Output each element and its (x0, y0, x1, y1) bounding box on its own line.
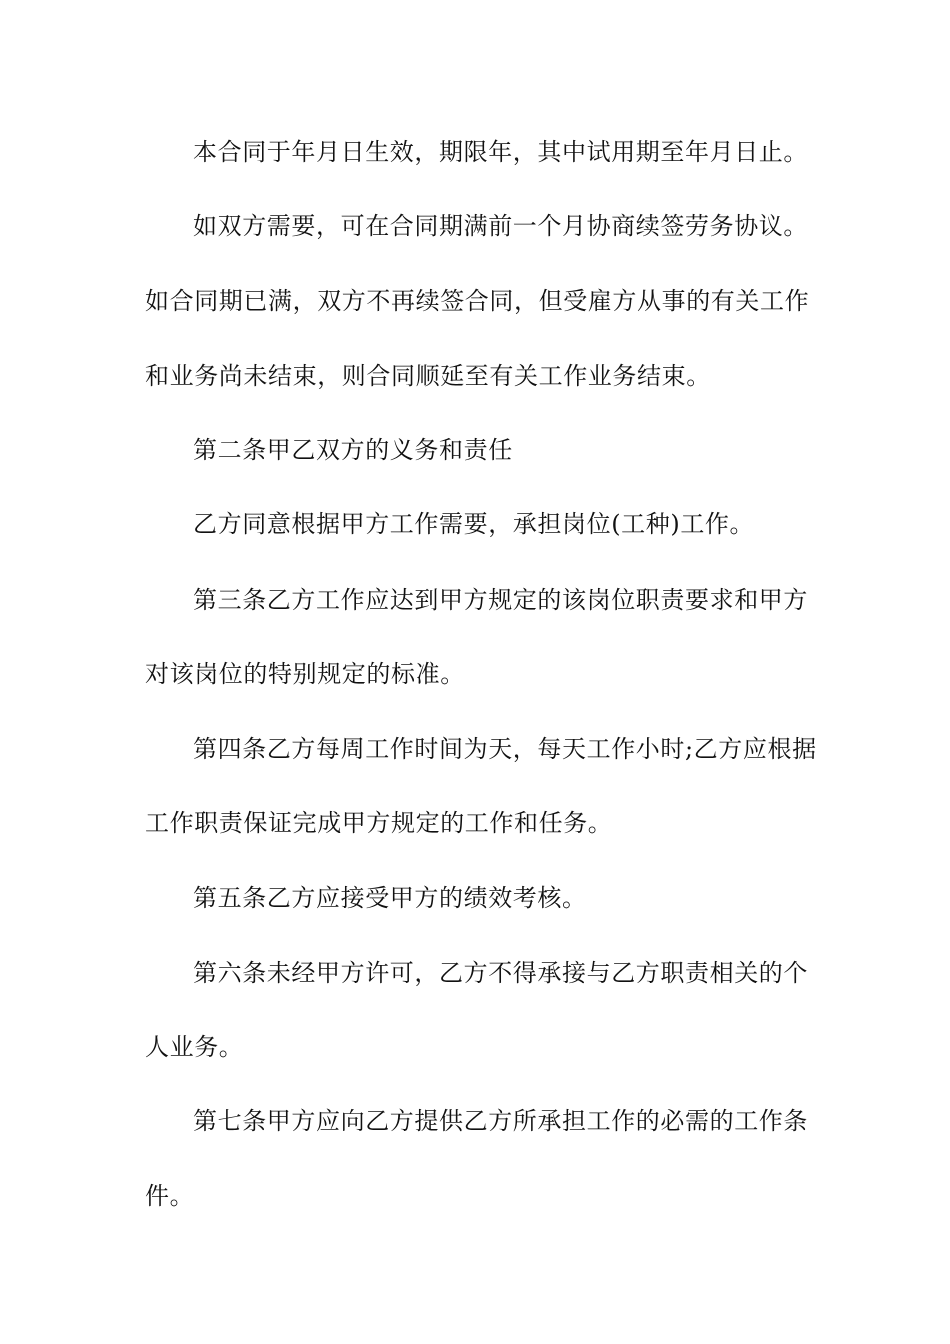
article-4-text-cont: 工作职责保证完成甲方规定的工作和任务。 (145, 809, 613, 837)
article-6-text-cont: 人业务。 (145, 1033, 244, 1061)
text-line-renewal: 如双方需要，可在合同期满前一个月协商续签劳务协议。 (193, 212, 808, 240)
article-2-heading: 第二条甲乙双方的义务和责任 (193, 436, 513, 464)
article-7-text: 第七条甲方应向乙方提供乙方所承担工作的必需的工作条 (193, 1107, 808, 1135)
text-line-renewal-cont-1: 如合同期已满，双方不再续签合同，但受雇方从事的有关工作 (145, 287, 810, 315)
text-line-renewal-cont-2: 和业务尚未结束，则合同顺延至有关工作业务结束。 (145, 362, 711, 390)
text-line-position: 乙方同意根据甲方工作需要，承担岗位(工种)工作。 (193, 510, 755, 538)
text-line-contract-effective: 本合同于年月日生效，期限年，其中试用期至年月日止。 (193, 138, 808, 166)
article-3-text: 第三条乙方工作应达到甲方规定的该岗位职责要求和甲方 (193, 586, 808, 614)
article-3-text-cont: 对该岗位的特别规定的标准。 (145, 660, 465, 688)
article-5-text: 第五条乙方应接受甲方的绩效考核。 (193, 884, 587, 912)
article-4-text: 第四条乙方每周工作时间为天，每天工作小时;乙方应根据 (193, 735, 817, 763)
article-7-text-cont: 件。 (145, 1182, 195, 1210)
article-6-text: 第六条未经甲方许可，乙方不得承接与乙方职责相关的个 (193, 959, 808, 987)
